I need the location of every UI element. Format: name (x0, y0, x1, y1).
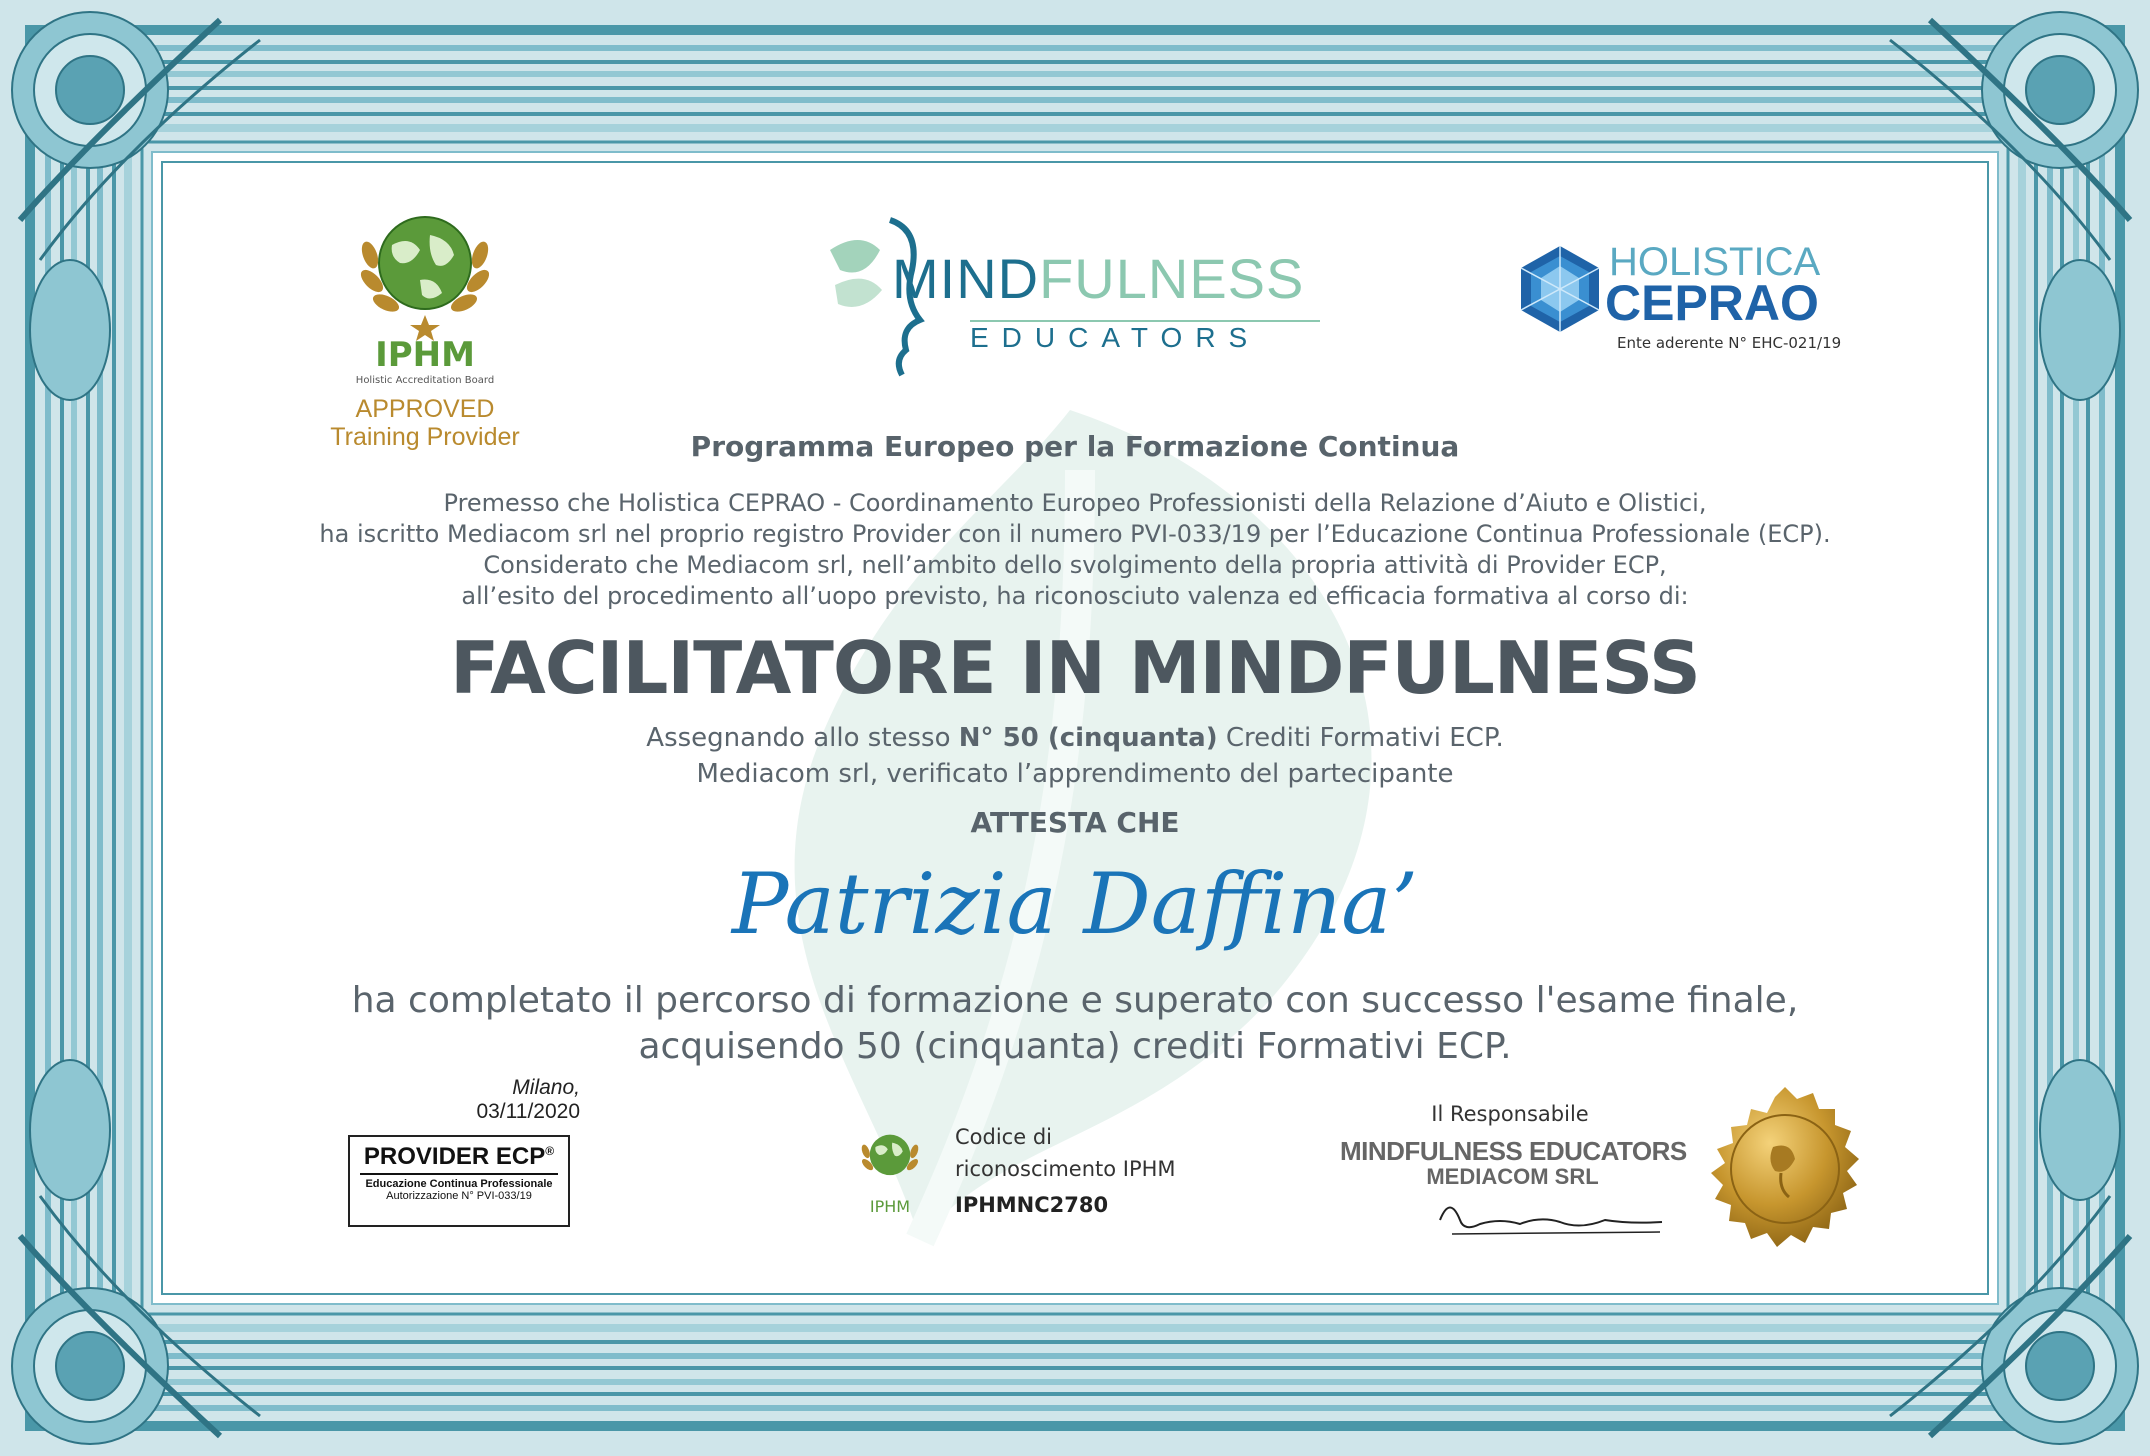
provider-ecp-badge (348, 1135, 570, 1227)
wordmark-educators: EDUCATORS (970, 322, 1261, 353)
badge-divider (360, 1173, 558, 1175)
credits-amount: N° 50 (cinquanta) (958, 723, 1218, 753)
intro-paragraph (0, 488, 2150, 612)
mindfulness-wordmark (892, 246, 1304, 311)
iphm-training-provider: Training Provider (330, 423, 520, 451)
code-label-1: Codice di (955, 1125, 1052, 1149)
date: 03/11/2020 (476, 1100, 580, 1123)
code-label-2: riconoscimento IPHM (955, 1157, 1176, 1181)
credits-prefix: Assegnando allo stesso (646, 723, 959, 753)
credits-suffix: Crediti Formativi ECP. (1217, 723, 1504, 753)
badge-title (350, 1143, 568, 1171)
badge-reg: ® (545, 1144, 555, 1158)
iphm-small-label: IPHM (869, 1197, 911, 1216)
iphm-logo (290, 195, 560, 465)
intro-line: Considerato che Mediacom srl, nell’ambito dello svolgimento della propria attività di Provider ECP, (483, 551, 1667, 579)
place-date (340, 1076, 580, 1124)
completion-line: acquisendo 50 (cinquanta) crediti Formativi ECP. (638, 1026, 1512, 1067)
completion-paragraph (0, 978, 2150, 1070)
verified-line: Mediacom srl, verificato l’apprendimento del partecipante (696, 759, 1454, 789)
globe-laurel-icon (350, 195, 500, 355)
intro-line: all’esito del procedimento all’uopo previsto, ha riconosciuto valenza ed efficacia formativa al corso di: (461, 582, 1689, 610)
badge-line-2: Autorizzazione N° PVI-033/19 (386, 1190, 532, 1202)
iphm-title: IPHM (375, 335, 475, 375)
globe-laurel-small-icon (857, 1125, 923, 1191)
gold-seal-icon (1695, 1085, 1875, 1265)
signature (1430, 1190, 1670, 1240)
course-title: FACILITATORE IN MINDFULNESS (450, 626, 1700, 710)
mindfulness-educators-logo (820, 210, 1320, 390)
completion-line: ha completato il percorso di formazione e superato con successo l'esame finale, (351, 980, 1799, 1021)
wordmark-fulness: FULNESS (1039, 247, 1305, 310)
place: Milano, (512, 1076, 580, 1099)
iphm-subtitle: Holistic Accreditation Board (355, 375, 495, 386)
ceprao-member-note: Ente aderente N° EHC-021/19 (1617, 334, 1842, 352)
code-value: IPHMNC2780 (955, 1193, 1109, 1217)
badge-title-text: PROVIDER ECP (363, 1143, 546, 1170)
ceprao-name: CEPRAO (1605, 275, 1819, 331)
ceprao-holistica: HOLISTICA (1609, 240, 1821, 284)
intro-line: Premesso che Holistica CEPRAO - Coordinamento Europeo Professionisti della Relazione d’Aiuto e Olistici, (443, 489, 1707, 517)
holistica-ceprao-logo (1515, 240, 1860, 360)
iphm-code-block (855, 1125, 1185, 1235)
participant-name: Patrizia Daffina’ (731, 855, 1419, 953)
wordmark-mind: MIND (892, 247, 1040, 310)
attesta-che: ATTESTA CHE (970, 806, 1180, 839)
responsible-block (1340, 1102, 1700, 1242)
program-heading: Programma Europeo per la Formazione Continua (690, 430, 1460, 463)
responsible-label: Il Responsabile (1431, 1102, 1589, 1126)
credits-line (0, 720, 2150, 756)
hexagon-gem-icon (1515, 244, 1605, 334)
badge-line-1: Educazione Continua Professionale (365, 1178, 553, 1190)
responsible-company: MEDIACOM SRL (1426, 1164, 1599, 1189)
intro-line: ha iscritto Mediacom srl nel proprio registro Provider con il numero PVI-033/19 per l’Educazione Continua Professionale (ECP). (319, 520, 1831, 548)
responsible-org: MINDFULNESS EDUCATORS (1340, 1136, 1687, 1166)
iphm-approved: APPROVED (355, 395, 495, 423)
